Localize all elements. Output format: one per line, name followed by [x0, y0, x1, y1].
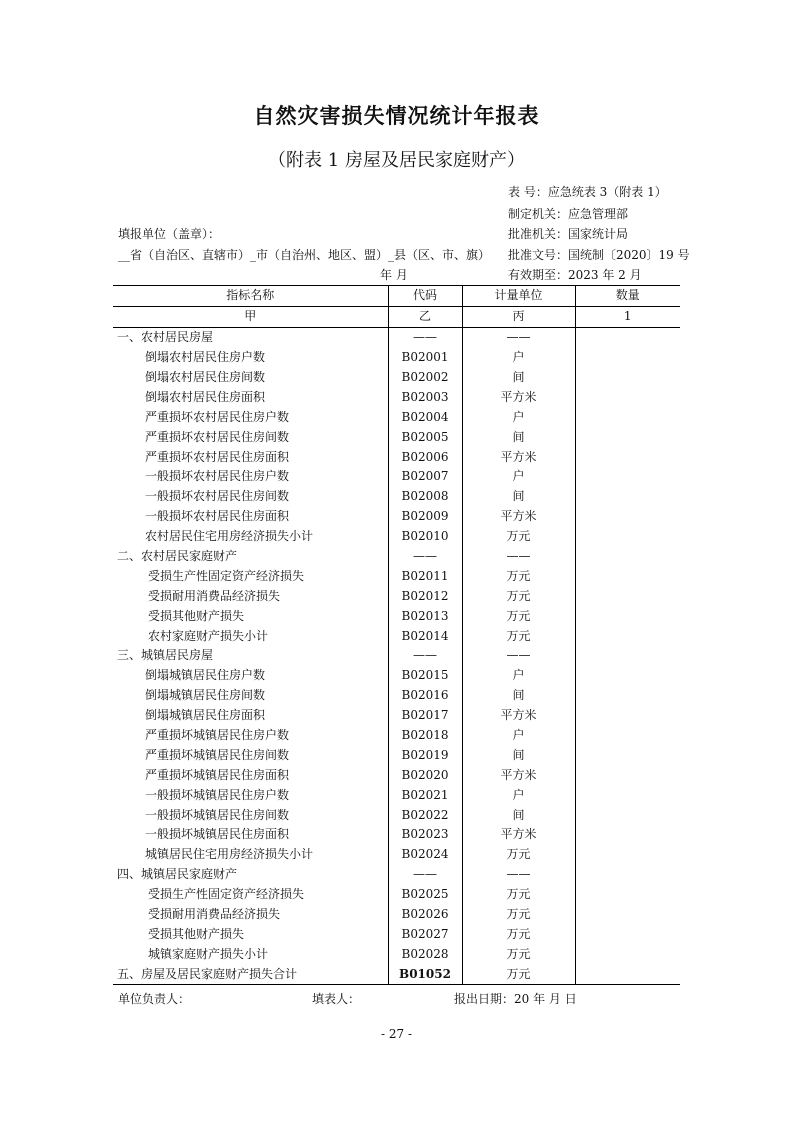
row-quantity-cell[interactable]	[575, 706, 680, 726]
row-indicator-name: 三、城镇居民房屋	[117, 648, 214, 663]
row-code: B02006	[388, 447, 462, 467]
header-quantity: 数量	[575, 286, 680, 307]
row-indicator-name: 受损耐用消费品经济损失	[148, 588, 281, 603]
row-indicator-name: 一般损坏城镇居民住房间数	[145, 807, 290, 822]
row-indicator-name: 严重损坏农村居民住房间数	[145, 429, 290, 444]
table-row	[113, 785, 680, 805]
table-row	[113, 865, 680, 885]
row-quantity-cell[interactable]	[575, 964, 680, 984]
row-indicator-name: 倒塌农村居民住房间数	[145, 370, 266, 384]
row-unit: 户	[462, 666, 575, 686]
row-code: B02014	[388, 626, 462, 646]
row-indicator-name: 受损其他财产损失	[148, 608, 245, 623]
row-indicator-name: 倒塌农村居民住房面积	[145, 389, 266, 404]
row-quantity-cell[interactable]	[575, 925, 680, 945]
table-row	[113, 447, 680, 467]
row-unit: 万元	[462, 845, 575, 865]
subheader-quantity: 1	[575, 306, 680, 327]
row-unit: ——	[462, 865, 575, 885]
row-code: B02019	[388, 745, 462, 765]
row-unit: ——	[462, 547, 575, 567]
row-unit: 间	[462, 368, 575, 388]
table-row	[113, 387, 680, 407]
table-row	[113, 348, 680, 368]
issuing-authority: 制定机关：应急管理部	[508, 207, 629, 221]
row-quantity-cell[interactable]	[575, 606, 680, 626]
row-code: ——	[388, 646, 462, 666]
table-row	[113, 845, 680, 865]
row-unit: 间	[462, 487, 575, 507]
row-indicator-name: 一般损坏农村居民住房间数	[145, 489, 290, 504]
table-row	[113, 944, 680, 964]
row-quantity-cell[interactable]	[575, 427, 680, 447]
page-number: - 27 -	[380, 1027, 412, 1041]
table-row	[113, 686, 680, 706]
row-unit: 平方米	[462, 706, 575, 726]
row-code: B02011	[388, 566, 462, 586]
table-row	[113, 805, 680, 825]
row-unit: 平方米	[462, 825, 575, 845]
table-row	[113, 646, 680, 666]
row-unit: ——	[462, 327, 575, 347]
table-row	[113, 726, 680, 746]
table-header-row	[113, 286, 680, 307]
row-indicator-name: 严重损坏城镇居民住房户数	[145, 728, 290, 743]
table-row	[113, 487, 680, 507]
row-code: B02013	[388, 606, 462, 626]
row-indicator-name: 二、农村居民家庭财产	[117, 549, 238, 564]
row-code: ——	[388, 327, 462, 347]
row-unit: 户	[462, 407, 575, 427]
row-indicator-name: 城镇居民住宅用房经济损失小计	[145, 847, 314, 862]
row-unit: 间	[462, 805, 575, 825]
row-quantity-cell[interactable]	[575, 348, 680, 368]
row-code: B01052	[388, 964, 462, 984]
row-quantity-cell[interactable]	[575, 368, 680, 388]
table-row	[113, 925, 680, 945]
row-unit: 万元	[462, 586, 575, 606]
row-quantity-cell[interactable]	[575, 447, 680, 467]
row-code: B02017	[388, 706, 462, 726]
row-quantity-cell[interactable]	[575, 865, 680, 885]
row-code: B02010	[388, 527, 462, 547]
row-code: B02015	[388, 666, 462, 686]
row-indicator-name: 五、房屋及居民家庭财产损失合计	[113, 964, 388, 984]
row-code: B02022	[388, 805, 462, 825]
row-quantity-cell[interactable]	[575, 745, 680, 765]
row-quantity-cell[interactable]	[575, 646, 680, 666]
row-indicator-name: 受损生产性固定资产经济损失	[148, 887, 305, 902]
row-quantity-cell[interactable]	[575, 825, 680, 845]
table-row	[113, 547, 680, 567]
row-quantity-cell[interactable]	[575, 726, 680, 746]
row-code: B02016	[388, 686, 462, 706]
row-quantity-cell[interactable]	[575, 527, 680, 547]
approval-number: 批准文号：国统制〔2020〕19 号	[508, 248, 690, 262]
row-unit: 万元	[462, 944, 575, 964]
row-code: ——	[388, 547, 462, 567]
row-quantity-cell[interactable]	[575, 547, 680, 567]
row-quantity-cell[interactable]	[575, 626, 680, 646]
table-row	[113, 566, 680, 586]
table-row	[113, 327, 680, 347]
row-quantity-cell[interactable]	[575, 944, 680, 964]
row-code: B02002	[388, 368, 462, 388]
table-row	[113, 706, 680, 726]
row-unit: 万元	[462, 527, 575, 547]
row-quantity-cell[interactable]	[575, 566, 680, 586]
row-unit: 平方米	[462, 387, 575, 407]
row-indicator-name: 四、城镇居民家庭财产	[117, 867, 238, 882]
table-row	[113, 606, 680, 626]
row-indicator-name: 严重损坏农村居民住房户数	[145, 409, 290, 424]
row-indicator-name: 倒塌城镇居民住房面积	[145, 708, 266, 723]
row-code: B02025	[388, 885, 462, 905]
row-indicator-name: 严重损坏农村居民住房面积	[145, 449, 290, 464]
row-code: B02020	[388, 765, 462, 785]
form-number: 表 号：应急统表 3（附表 1）	[508, 185, 667, 199]
row-unit: 户	[462, 726, 575, 746]
valid-until: 有效期至：2023 年 2 月	[508, 268, 642, 282]
row-code: B02004	[388, 407, 462, 427]
table-row	[113, 905, 680, 925]
row-quantity-cell[interactable]	[575, 327, 680, 347]
row-unit: 万元	[462, 925, 575, 945]
report-date-label: 报出日期：20 年 月 日	[454, 992, 577, 1006]
row-code: B02009	[388, 507, 462, 527]
row-code: B02007	[388, 467, 462, 487]
row-quantity-cell[interactable]	[575, 407, 680, 427]
row-quantity-cell[interactable]	[575, 885, 680, 905]
table-row	[113, 407, 680, 427]
table-row	[113, 666, 680, 686]
row-unit: 万元	[462, 566, 575, 586]
row-unit: 平方米	[462, 447, 575, 467]
row-quantity-cell[interactable]	[575, 487, 680, 507]
table-row	[113, 586, 680, 606]
header-indicator: 指标名称	[113, 286, 388, 307]
row-unit: 间	[462, 686, 575, 706]
row-code: B02018	[388, 726, 462, 746]
statistics-table	[113, 285, 680, 985]
row-indicator-name: 一般损坏农村居民住房户数	[145, 469, 290, 484]
header-unit: 计量单位	[462, 286, 575, 307]
table-row	[113, 964, 680, 984]
row-unit: 户	[462, 467, 575, 487]
row-code: B02027	[388, 925, 462, 945]
row-indicator-name: 城镇家庭财产损失小计	[148, 946, 269, 961]
row-unit: 间	[462, 427, 575, 447]
row-quantity-cell[interactable]	[575, 507, 680, 527]
row-code: B02001	[388, 348, 462, 368]
table-row	[113, 527, 680, 547]
table-subheader-row	[113, 306, 680, 327]
reporting-unit-label: 填报单位（盖章）：	[118, 227, 221, 241]
row-indicator-name: 倒塌城镇居民住房户数	[145, 668, 266, 683]
row-unit: 间	[462, 745, 575, 765]
row-quantity-cell[interactable]	[575, 586, 680, 606]
row-indicator-name: 一般损坏城镇居民住房户数	[145, 787, 290, 802]
row-unit: 万元	[462, 626, 575, 646]
row-quantity-cell[interactable]	[575, 666, 680, 686]
table-row	[113, 825, 680, 845]
region-line: __省（自治区、直辖市）_市（自治州、地区、盟）_县（区、市、旗）	[118, 248, 491, 262]
row-code: B02026	[388, 905, 462, 925]
row-indicator-name: 一般损坏城镇居民住房面积	[145, 827, 290, 842]
row-code: B02021	[388, 785, 462, 805]
year-month-label: 年 月	[380, 268, 408, 282]
row-indicator-name: 农村家庭财产损失小计	[148, 628, 269, 643]
filler-label: 填表人：	[312, 992, 361, 1006]
row-indicator-name: 受损生产性固定资产经济损失	[148, 568, 305, 583]
row-unit: 户	[462, 348, 575, 368]
header-code: 代码	[388, 286, 462, 307]
row-quantity-cell[interactable]	[575, 686, 680, 706]
row-unit: 户	[462, 785, 575, 805]
row-indicator-name: 受损耐用消费品经济损失	[148, 907, 281, 922]
row-quantity-cell[interactable]	[575, 387, 680, 407]
table-row	[113, 507, 680, 527]
row-quantity-cell[interactable]	[575, 805, 680, 825]
row-quantity-cell[interactable]	[575, 905, 680, 925]
row-unit: 万元	[462, 885, 575, 905]
unit-head-label: 单位负责人：	[118, 992, 191, 1006]
subheader-unit: 丙	[462, 306, 575, 327]
row-quantity-cell[interactable]	[575, 845, 680, 865]
table-row	[113, 765, 680, 785]
table-row	[113, 467, 680, 487]
row-indicator-name: 倒塌城镇居民住房间数	[145, 688, 266, 703]
table-row	[113, 368, 680, 388]
row-unit: 万元	[462, 905, 575, 925]
approving-authority: 批准机关：国家统计局	[508, 227, 629, 241]
table-row	[113, 427, 680, 447]
row-code: B02012	[388, 586, 462, 606]
row-indicator-name: 严重损坏城镇居民住房间数	[145, 747, 290, 762]
row-quantity-cell[interactable]	[575, 467, 680, 487]
row-code: B02003	[388, 387, 462, 407]
row-unit: 平方米	[462, 765, 575, 785]
row-unit: ——	[462, 646, 575, 666]
row-indicator-name: 严重损坏城镇居民住房面积	[145, 767, 290, 782]
row-indicator-name: 一、农村居民房屋	[117, 330, 214, 345]
row-code: B02008	[388, 487, 462, 507]
row-indicator-name: 一般损坏农村居民住房面积	[145, 509, 290, 524]
table-row	[113, 626, 680, 646]
row-quantity-cell[interactable]	[575, 785, 680, 805]
page-subtitle: （附表 1 房屋及居民家庭财产）	[268, 150, 525, 171]
subheader-code: 乙	[388, 306, 462, 327]
row-code: B02023	[388, 825, 462, 845]
row-indicator-name: 倒塌农村居民住房户数	[145, 350, 266, 365]
row-indicator-name: 农村居民住宅用房经济损失小计	[145, 529, 314, 544]
row-code: ——	[388, 865, 462, 885]
subheader-indicator: 甲	[113, 306, 388, 327]
row-unit: 万元	[462, 964, 575, 984]
row-code: B02005	[388, 427, 462, 447]
row-unit: 平方米	[462, 507, 575, 527]
row-quantity-cell[interactable]	[575, 765, 680, 785]
row-code: B02024	[388, 845, 462, 865]
row-indicator-name: 受损其他财产损失	[148, 926, 245, 941]
row-unit: 万元	[462, 606, 575, 626]
row-code: B02028	[388, 944, 462, 964]
table-row	[113, 885, 680, 905]
table-row	[113, 745, 680, 765]
page-title: 自然灾害损失情况统计年报表	[253, 104, 540, 128]
